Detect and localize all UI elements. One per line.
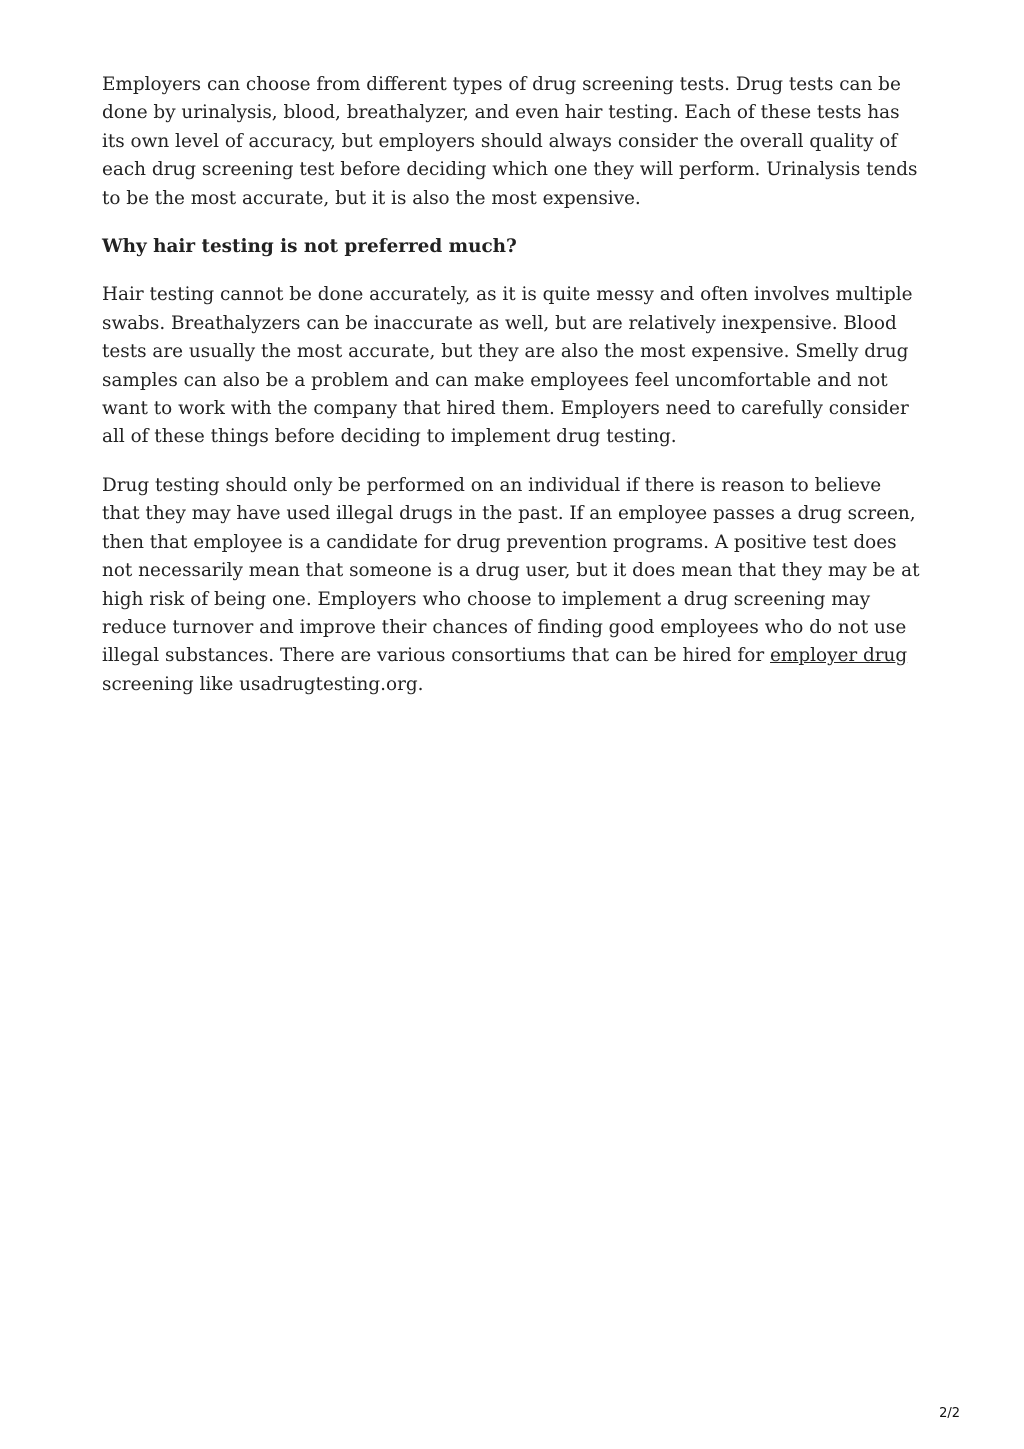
final-paragraph-text-end: screening like usadrugtesting.org. <box>102 673 424 695</box>
article-body <box>102 71 924 719</box>
intro-paragraph: Employers can choose from different types of drug screening tests. Drug tests can be done by urinalysis, blood, breathalyzer, and even hair testing. Each of these tests has its own level of accuracy, but employers should always consider the overall quality of each drug screening test before deciding which one they will perform. Urinalysis tends to be the most accurate, but it is also the most expensive. <box>102 74 918 209</box>
page-number: 2/2 <box>939 1406 960 1421</box>
hair-testing-paragraph: Hair testing cannot be done accurately, as it is quite messy and often involves multiple swabs. Breathalyzers can be inaccurate as well, but are relatively inexpensive. Blood tests are usually the most accurate, but they are also the most expensive. Smelly drug samples can also be a problem and can make employees feel uncomfortable and not want to work with the company that hired them. Employers need to carefully consider all of these things before deciding to implement drug testing. <box>102 284 913 448</box>
section-heading: Why hair testing is not preferred much? <box>102 236 517 258</box>
final-paragraph <box>102 472 924 699</box>
final-paragraph-text-start: Drug testing should only be performed on an individual if there is reason to believe that they may have used illegal drugs in the past. If an employee passes a drug screen, then that employee is a candidate for drug prevention programs. A positive test does not necessarily mean that someone is a drug user, but it does mean that they may be at high risk of being one. Employers who choose to implement a drug screening may reduce turnover and improve their chances of finding good employees who do not use illegal substances. There are various consortiums that can be hired for <box>102 474 920 667</box>
employer-drug-link[interactable]: employer drug <box>770 645 908 667</box>
